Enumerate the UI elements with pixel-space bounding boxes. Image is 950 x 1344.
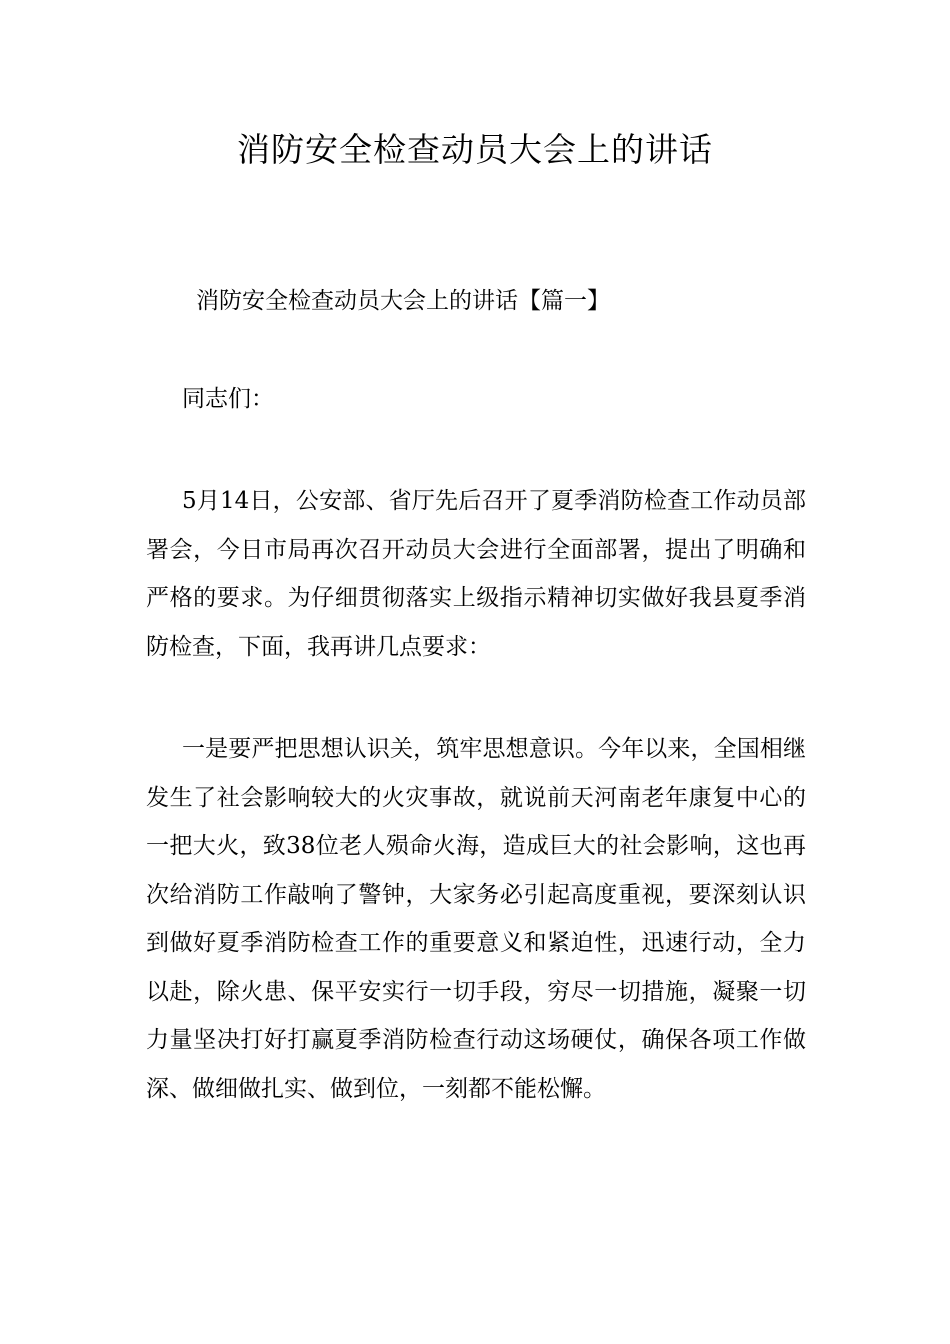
section-heading: 消防安全检查动员大会上的讲话【篇一】 xyxy=(196,288,610,314)
paragraph-2: 一是要严把思想认识关，筑牢思想意识。今年以来，全国相继发生了社会影响较大的火灾事故，就说前天河南老年康复中心的一把大火，致38位老人殒命火海，造成巨大的社会影响，这也再次给消防工作敲响了警钟，大家务必引起高度重视，要深刻认识到做好夏季消防检查工作的重要意义和紧迫性，迅速行动，全力以赴，除火患、保平安实行一切手段，穷尽一切措施，凝聚一切力量坚决打好打赢夏季消防检查行动这场硬仗，确保各项工作做深、做细做扎实、做到位，一刻都不能松懈。 xyxy=(146,736,806,1102)
paragraph-1: 5月14日，公安部、省厅先后召开了夏季消防检查工作动员部署会，今日市局再次召开动员大会进行全面部署，提出了明确和严格的要求。为仔细贯彻落实上级指示精神切实做好我县夏季消防检查，下面，我再讲几点要求： xyxy=(146,488,806,660)
salutation: 同志们： xyxy=(182,386,274,412)
document-title: 消防安全检查动员大会上的讲话 xyxy=(237,130,713,169)
